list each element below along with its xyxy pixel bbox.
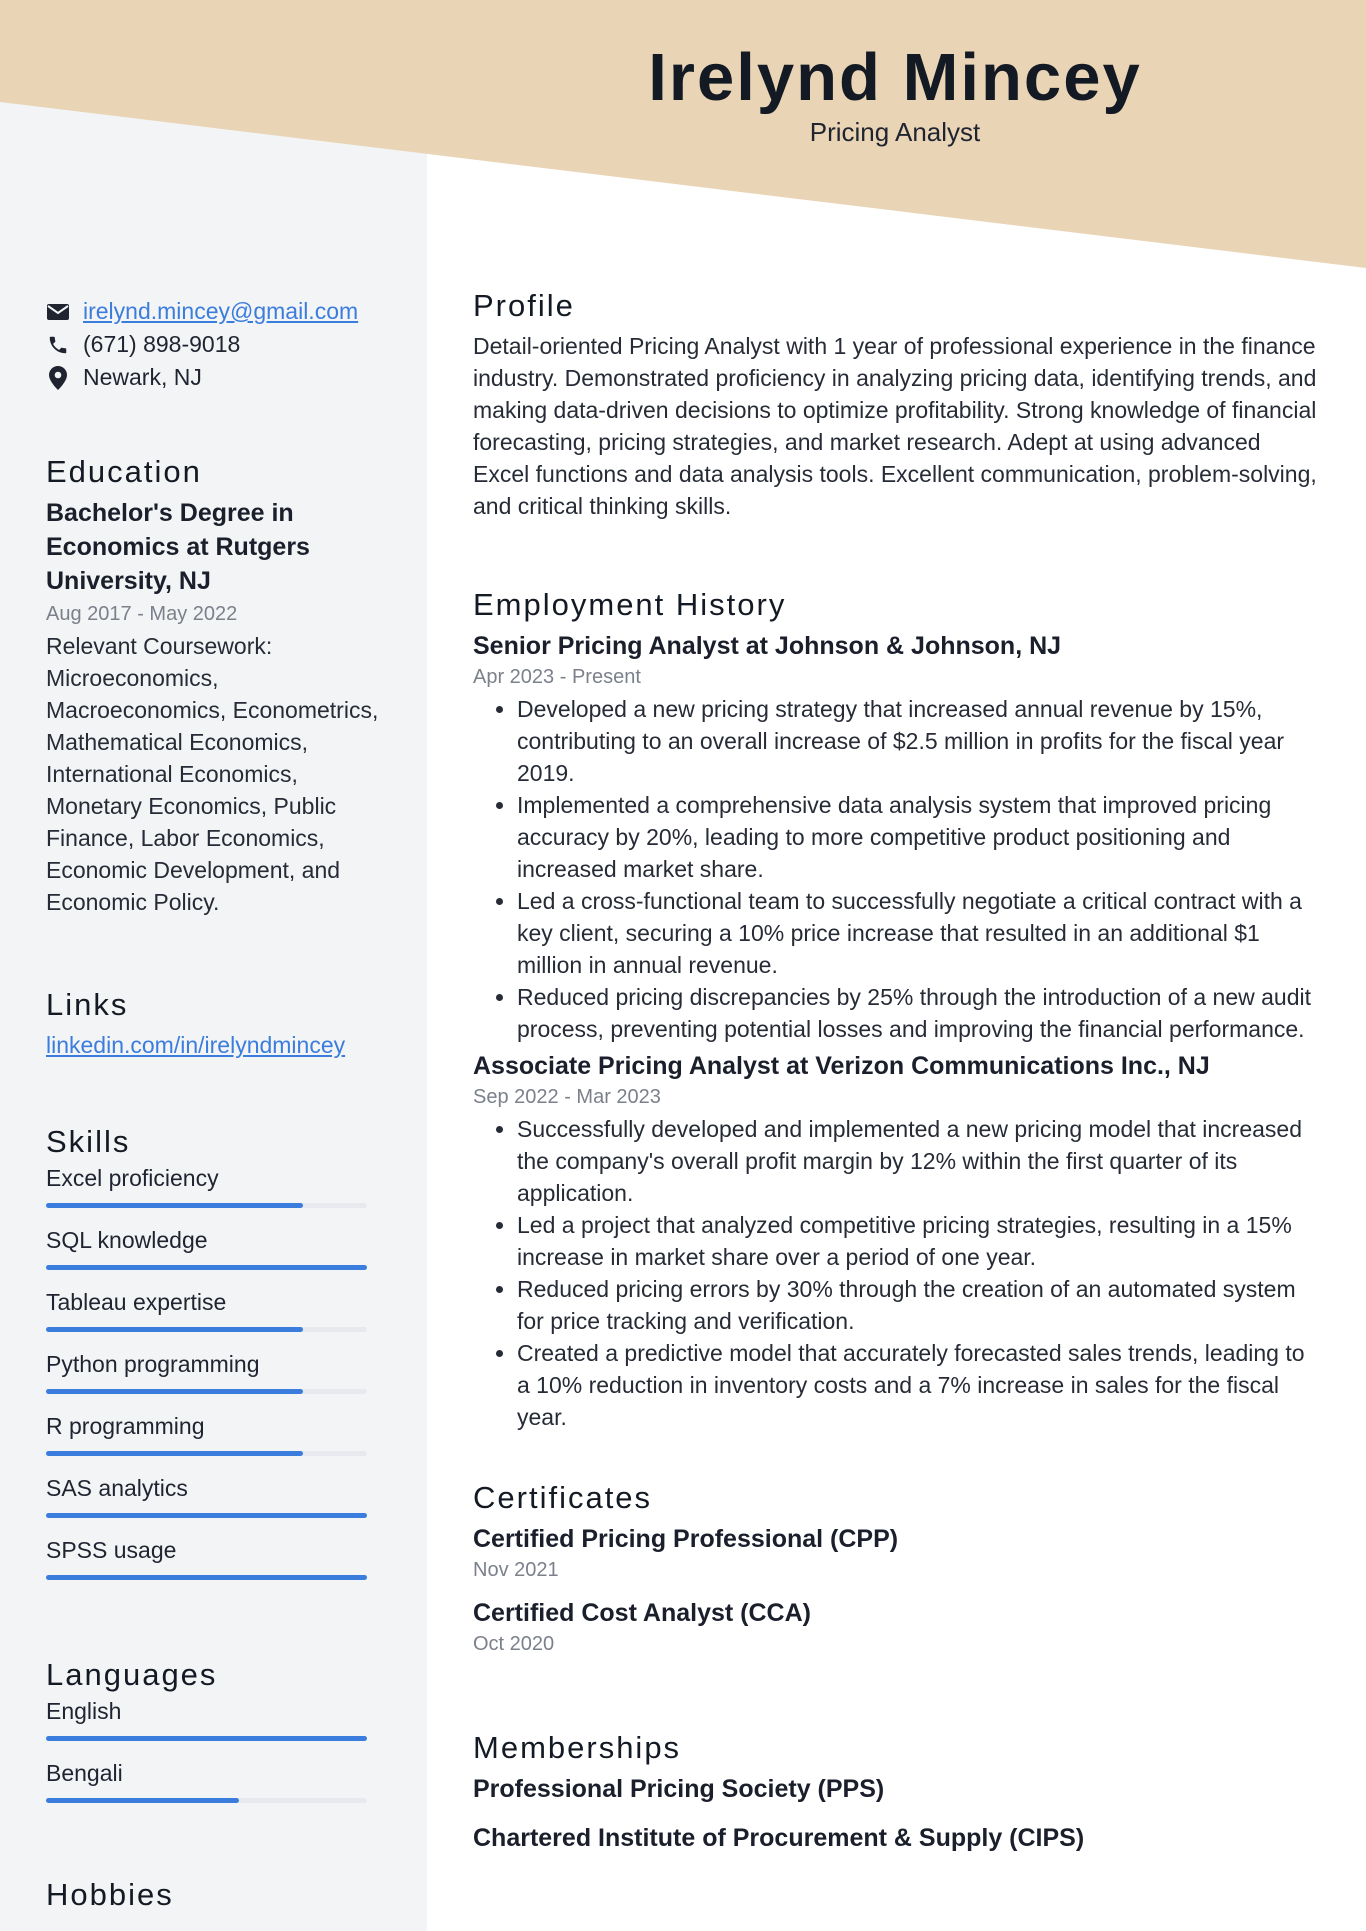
envelope-icon — [46, 300, 70, 324]
profile-text: Detail-oriented Pricing Analyst with 1 year of professional experience in the finance industry. Demonstrated proficiency in analyzing pricing data, identifying trends, and making data-driven decisions to optimize profitability. Strong knowledge of financial forecasting, pricing strategies, and market research. Adept at using advanced Excel functions and data analysis tools. Excellent communication, problem-solving, and critical thinking skills. — [473, 333, 1317, 519]
membership-entry: Chartered Institute of Procurement & Supply (CIPS) — [473, 1824, 1085, 1852]
skills-item — [46, 1410, 367, 1472]
hobbies-heading: Hobbies — [46, 1877, 174, 1912]
candidate-name: Irelynd Mincey — [648, 40, 1142, 115]
skills-item-label: Excel proficiency — [46, 1165, 219, 1191]
languages-level-bar — [46, 1736, 367, 1741]
job-bullet: • Successfully developed and implemented a new pricing model that increased the company's overall profit margin by 12% within the first quarter of its application. — [517, 1113, 1321, 1209]
job-bullet: • Reduced pricing errors by 30% through the creation of an automated system for price tracking and verification. — [517, 1273, 1321, 1337]
membership-entry: Professional Pricing Society (PPS) — [473, 1775, 885, 1803]
skills-item — [46, 1472, 367, 1534]
skills-item-label: Python programming — [46, 1351, 260, 1377]
memberships-heading: Memberships — [473, 1730, 682, 1765]
education-coursework: Relevant Coursework: Microeconomics, Macroeconomics, Econometrics, Mathematical Economics, International Economics, Monetary Economics, Public Finance, Labor Economics, Economic Development, and Economic Policy. — [46, 633, 379, 915]
job-bullets — [473, 1113, 1321, 1433]
job-bullet: • Led a cross-functional team to successfully negotiate a critical contract with a key client, securing a 10% price increase that resulted in an additional $1 million in annual revenue. — [517, 885, 1321, 981]
certificate-date: Oct 2020 — [473, 1633, 555, 1655]
employment-section — [473, 585, 1321, 1433]
skills-item-label: SAS analytics — [46, 1475, 188, 1501]
skills-list — [46, 1162, 367, 1596]
languages-item-label: Bengali — [46, 1760, 123, 1786]
phone-icon — [46, 333, 70, 357]
job-bullet: • Led a project that analyzed competitive pricing strategies, resulting in a 15% increase in market share over a period of one year. — [517, 1209, 1321, 1273]
certificate-entry — [473, 1596, 1321, 1658]
skills-level-bar — [46, 1327, 367, 1332]
skills-level-bar — [46, 1203, 367, 1208]
skills-item-label: Tableau expertise — [46, 1289, 227, 1315]
hobbies-section — [46, 1875, 174, 1915]
skills-heading: Skills — [46, 1124, 131, 1159]
languages-level-bar — [46, 1798, 367, 1803]
job-entry — [473, 1049, 1321, 1433]
job-dates: Apr 2023 - Present — [473, 666, 641, 688]
languages-list — [46, 1695, 367, 1819]
phone-number: (671) 898-9018 — [83, 331, 241, 357]
jobs-list — [473, 629, 1321, 1433]
job-title: Associate Pricing Analyst at Verizon Communications Inc., NJ — [473, 1052, 1210, 1080]
certificates-heading: Certificates — [473, 1480, 653, 1515]
languages-level-fill — [46, 1736, 367, 1741]
skills-level-fill — [46, 1513, 367, 1518]
job-title: Senior Pricing Analyst at Johnson & Johnson, NJ — [473, 632, 1062, 660]
education-dates: Aug 2017 - May 2022 — [46, 603, 238, 625]
job-dates: Sep 2022 - Mar 2023 — [473, 1086, 661, 1108]
skills-item — [46, 1534, 367, 1596]
job-bullet: • Developed a new pricing strategy that increased annual revenue by 15%, contributing to an overall increase of $2.5 million in profits for the fiscal year 2019. — [517, 693, 1321, 789]
candidate-title: Pricing Analyst — [809, 117, 981, 147]
job-bullet: • Implemented a comprehensive data analysis system that improved pricing accuracy by 20%, leading to more competitive product positioning and increased market share. — [517, 789, 1321, 885]
skills-level-bar — [46, 1513, 367, 1518]
skills-item — [46, 1162, 367, 1224]
skills-level-fill — [46, 1327, 303, 1332]
skills-section — [46, 1122, 367, 1596]
skills-level-bar — [46, 1451, 367, 1456]
job-bullet: • Created a predictive model that accurately forecasted sales trends, leading to a 10% reduction in inventory costs and a 7% increase in sales for the fiscal year. — [517, 1337, 1321, 1433]
skills-level-fill — [46, 1451, 303, 1456]
skills-level-bar — [46, 1265, 367, 1270]
job-entry — [473, 629, 1321, 1045]
skills-level-fill — [46, 1203, 303, 1208]
languages-heading: Languages — [46, 1657, 218, 1692]
education-degree: Bachelor's Degree in Economics at Rutgers University, NJ — [46, 499, 310, 595]
profile-heading: Profile — [473, 288, 575, 323]
profile-section — [473, 286, 1321, 522]
education-heading: Education — [46, 454, 202, 489]
skills-level-bar — [46, 1575, 367, 1580]
skills-item — [46, 1224, 367, 1286]
languages-section — [46, 1655, 367, 1819]
sidebar-background — [0, 0, 427, 1931]
employment-heading: Employment History — [473, 587, 787, 622]
contact-location-row — [46, 361, 358, 394]
certificates-section — [473, 1478, 1321, 1658]
contact-phone-row — [46, 328, 358, 361]
certificate-name: Certified Pricing Professional (CPP) — [473, 1525, 899, 1553]
contact-info — [46, 295, 358, 394]
languages-item-label: English — [46, 1698, 122, 1724]
map-pin-icon — [46, 366, 70, 390]
skills-level-bar — [46, 1389, 367, 1394]
location-text: Newark, NJ — [83, 364, 202, 390]
certificate-name: Certified Cost Analyst (CCA) — [473, 1599, 811, 1627]
linkedin-link[interactable]: linkedin.com/in/irelyndmincey — [46, 1032, 346, 1058]
skills-level-fill — [46, 1575, 367, 1580]
education-section — [46, 452, 386, 918]
job-bullet: • Reduced pricing discrepancies by 25% through the introduction of a new audit process, preventing potential losses and improving the financial performance. — [517, 981, 1321, 1045]
languages-item — [46, 1757, 367, 1819]
skills-item — [46, 1348, 367, 1410]
certificate-date: Nov 2021 — [473, 1559, 559, 1581]
languages-level-fill — [46, 1798, 239, 1803]
certificates-list — [473, 1522, 1321, 1658]
contact-email-row — [46, 295, 358, 328]
memberships-section — [473, 1728, 1321, 1855]
skills-item-label: SQL knowledge — [46, 1227, 208, 1253]
skills-item — [46, 1286, 367, 1348]
certificate-entry — [473, 1522, 1321, 1584]
skills-item-label: R programming — [46, 1413, 205, 1439]
resume-header — [430, 36, 1360, 148]
skills-level-fill — [46, 1265, 367, 1270]
languages-item — [46, 1695, 367, 1757]
email-link[interactable]: irelynd.mincey@gmail.com — [83, 298, 359, 324]
skills-item-label: SPSS usage — [46, 1537, 177, 1563]
skills-level-fill — [46, 1389, 303, 1394]
links-section — [46, 985, 345, 1061]
memberships-list — [473, 1772, 1321, 1855]
links-heading: Links — [46, 987, 129, 1022]
job-bullets — [473, 693, 1321, 1045]
